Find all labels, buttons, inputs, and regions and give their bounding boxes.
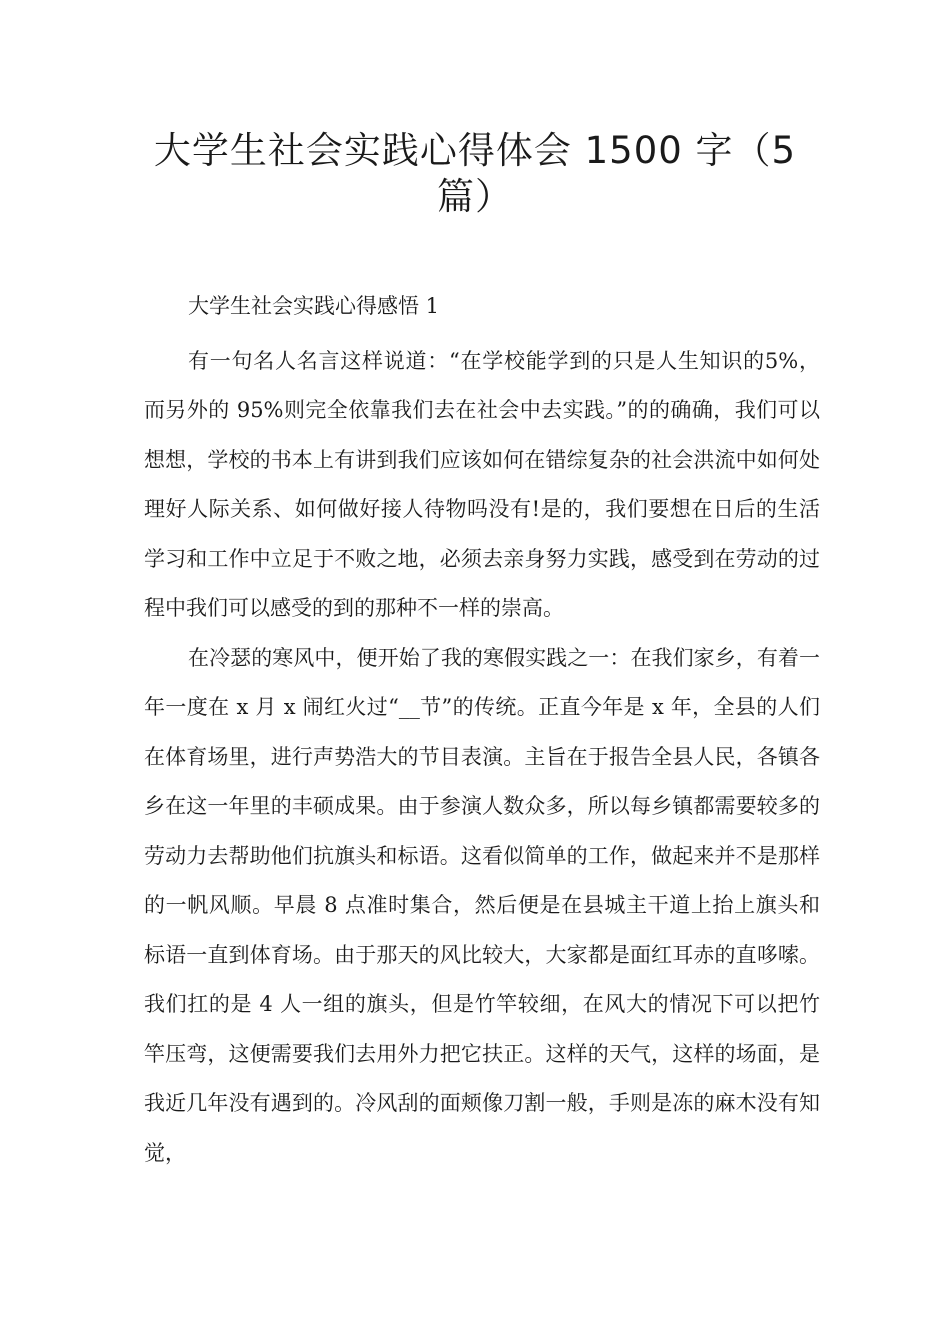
document-title: 大学生社会实践心得体会 1500 字（5 篇）	[153, 129, 797, 218]
paragraph-2: 在冷瑟的寒风中，便开始了我的寒假实践之一：在我们家乡，有着一年一度在 x 月 x 闹红火过“__节”的传统。正直今年是 x 年，全县的人们在体育场里，进行声势浩大的节目表演。主旨在于报告全县人民，各镇各乡在这一年里的丰硕成果。由于参演人数众多，所以每乡镇都需要较多的劳动力去帮助他们抗旗头和标语。这看似简单的工作，做起来并不是那样的一帆风顺。早晨 8 点准时集合，然后便是在县城主干道上抬上旗头和标语一直到体育场。由于那天的风比较大，大家都是面红耳赤的直哆嗦。我们扛的是 4 人一组的旗头，但是竹竿较细，在风大的情况下可以把竹竿压弯，这便需要我们去用外力把它扶正。这样的天气，这样的场面，是我近几年没有遇到的。冷风刮的面颊像刀割一般，手则是冻的麻木没有知觉，	[144, 645, 820, 1165]
paragraph-1: 有一句名人名言这样说道：“在学校能学到的只是人生知识的5%，而另外的 95%则完全依靠我们去在社会中去实践。”的的确确，我们可以想想，学校的书本上有讲到我们应该如何在错综复杂的社会洪流中如何处理好人际关系、如何做好接人待物吗没有!是的，我们要想在日后的生活学习和工作中立足于不败之地，必须去亲身努力实践，感受到在劳动的过程中我们可以感受的到的那种不一样的崇高。	[144, 348, 820, 620]
document-body	[144, 282, 820, 1178]
section-heading: 大学生社会实践心得感悟 1	[188, 294, 440, 318]
